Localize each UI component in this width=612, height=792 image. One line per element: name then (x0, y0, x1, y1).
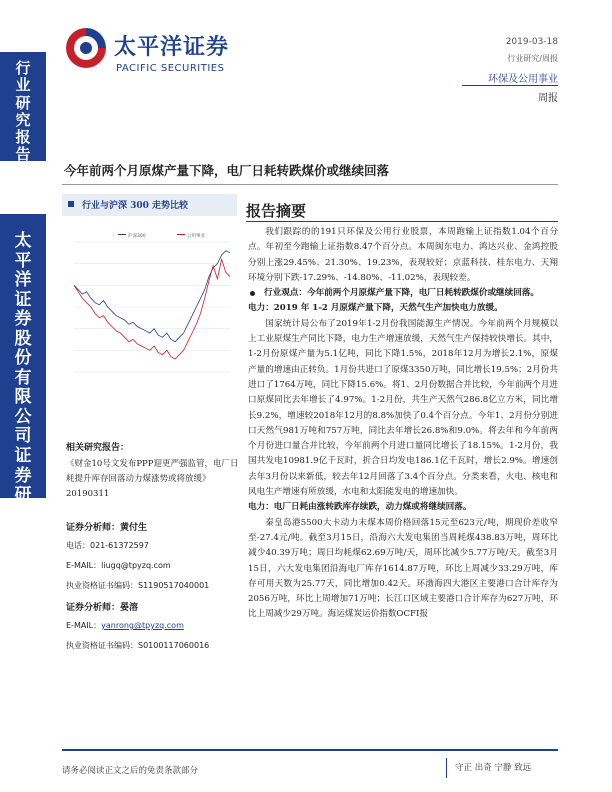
legend-swatch-a (118, 234, 126, 235)
summary-body (248, 225, 558, 623)
analyst-1-license: 执业资格证书编码：S1190517040001 (66, 581, 210, 590)
title-divider (62, 184, 558, 185)
footer-disclaimer: 请务必阅读正文之后的免责条款部分 (62, 766, 199, 776)
industry-view-bullet (248, 286, 558, 301)
logo-chinese-name: 太平洋证券 (114, 35, 230, 60)
analyst-1-name: 证券分析师：黄付生 (66, 523, 148, 533)
summary-paragraph-3: 秦皇岛港5500大卡动力末煤本周价格回落15元至623元/吨，期现价差收窄至-27.4元/吨。截至3月15日，沿海六大发电集团当周耗煤438.83万吨，周环比减少40.39万吨；周日均耗煤62.69万吨/天，周环比减少5.77万吨/天。截至3月15日，六大发电集团沿海电厂库存1614.87万吨，环比上周减少33.29万吨，库存可用天数为25.77天，同比增加0.42天。环渤海四大港区主要港口合计库存为2056万吨，环比上周增加71万吨；长江口区域主要港口合计库存为627万吨，环比上周减少29万吨。海运煤炭运价指数OCFI报 (248, 517, 558, 620)
weekly-label: 周报 (538, 93, 558, 104)
logo-english-name: PACIFIC SECURITIES (116, 63, 225, 74)
legend-swatch-b (177, 234, 185, 235)
industry-label: 环保及公用事业 (488, 74, 558, 85)
chart-header-label: 行业与沪深 300 走势比较 (82, 201, 189, 211)
square-bullet-icon (68, 201, 74, 207)
analyst-2-name: 证券分析师：晏溶 (66, 603, 139, 613)
report-type: 行业研究/周报 (507, 54, 558, 63)
chart-grid (74, 242, 230, 372)
related-reports-heading: 相关研究报告： (66, 443, 130, 453)
analyst-2-email-label: E-MAIL： (66, 621, 102, 630)
bullet-dot-icon (250, 291, 255, 296)
analyst-1-email: E-MAIL：liugq@tpyzq.com (66, 561, 171, 570)
legend-label-a: 沪深300 (128, 234, 146, 239)
performance-line-chart (62, 222, 237, 382)
sidebar-top-text: 行业研究报告 (15, 59, 31, 164)
legend-label-b: 公用事业 (187, 234, 205, 239)
summary-paragraph-2: 国家统计局公布了2019年1-2月份我国能源生产情况。今年前两个月规模以上工业原煤生产同比下降，电力生产增速放缓，天然气生产保持较快增长。其中，1-2月份原煤产量为5.1亿吨，同比下降1.5%，2018年12月为增长2.1%，原煤产量的增速由正转负。1月份共进口了原煤3350万吨，同比增长19.5%；2月份共进口了1764万吨，同比下降15.6%。将1、2月份数据合并比较，今年前两个月进口原煤同比去年增长了4.97%。1-2月份，共生产天然气286.8亿立方米，同比增长9.2%，增速较2018年12月的8.8%加快了0.4个百分点。今年1、2月份分别进口天然气981万吨和757万吨，同比去年增长26.8%和9.0%。将去年和今年前两个月份进口量合并比较，今年前两个月进口量同比增长了18.15%。1-2月份，我国共发电10981.9亿千瓦时，折合日均发电186.1亿千瓦时，增长2.9%。增速创去年3月份以来新低，较去年12月回落了3.4个百分点。分类来看，火电、核电和风电生产增速有所放缓，水电和太阳能发电的增速加快。 (248, 318, 558, 498)
analyst-2-email (66, 620, 184, 631)
summary-divider (246, 221, 558, 222)
related-report-link[interactable]: 《财金10号文发布PPP迎更严强监管，电厂日耗提升库存回落动力煤涨势或将放缓》20190311 (66, 459, 239, 499)
analyst-2-email-link[interactable]: yanrong@tpyzq.com (101, 621, 184, 630)
analyst-1-phone: 电话：021-61372597 (66, 541, 149, 550)
report-title: 今年前两个月原煤产量下降，电厂日耗转跌煤价或继续回落 (64, 163, 390, 178)
header-divider (462, 85, 558, 86)
analyst-2-license: 执业资格证书编码：S0100117060016 (66, 641, 210, 650)
report-date: 2019-03-18 (505, 37, 558, 47)
series-line-utilities (74, 259, 230, 359)
footer-divider (62, 749, 558, 751)
coal-subheading: 电力：电厂日耗由涨转跌库存续跌，动力煤或将继续回落。 (248, 502, 472, 513)
power-gas-subheading: 电力：2019 年 1-2 月原煤产量下降，天然气生产加快电力放缓。 (248, 303, 503, 314)
summary-heading: 报告摘要 (246, 202, 307, 220)
series-line-hs300 (74, 251, 230, 342)
chart-header (62, 194, 237, 216)
sidebar-bottom-text: 太平洋证券股份有限公司证券研究报告 (14, 231, 32, 564)
summary-paragraph-1: 我们跟踪的的191只环保及公用行业股票，本周跑输上证指数1.04个百分点。年初至今跑输上证指数8.47个百分点。本周闽东电力、鸿达兴业、金鸿控股分别上涨29.45%、21.30%、19.23%，表现较好；京蓝科技、桂东电力、天翔环境分别下跌-17.29%、-14.80%、-11.02%，表现较差。 (248, 227, 558, 283)
industry-view-text: 行业观点：今年前两个月原煤产量下降，电厂日耗转跌煤价或继续回落。 (264, 288, 540, 299)
footer-motto: 守正 出奇 宁静 致远 (446, 758, 565, 778)
pacific-securities-logo-icon (64, 26, 108, 70)
